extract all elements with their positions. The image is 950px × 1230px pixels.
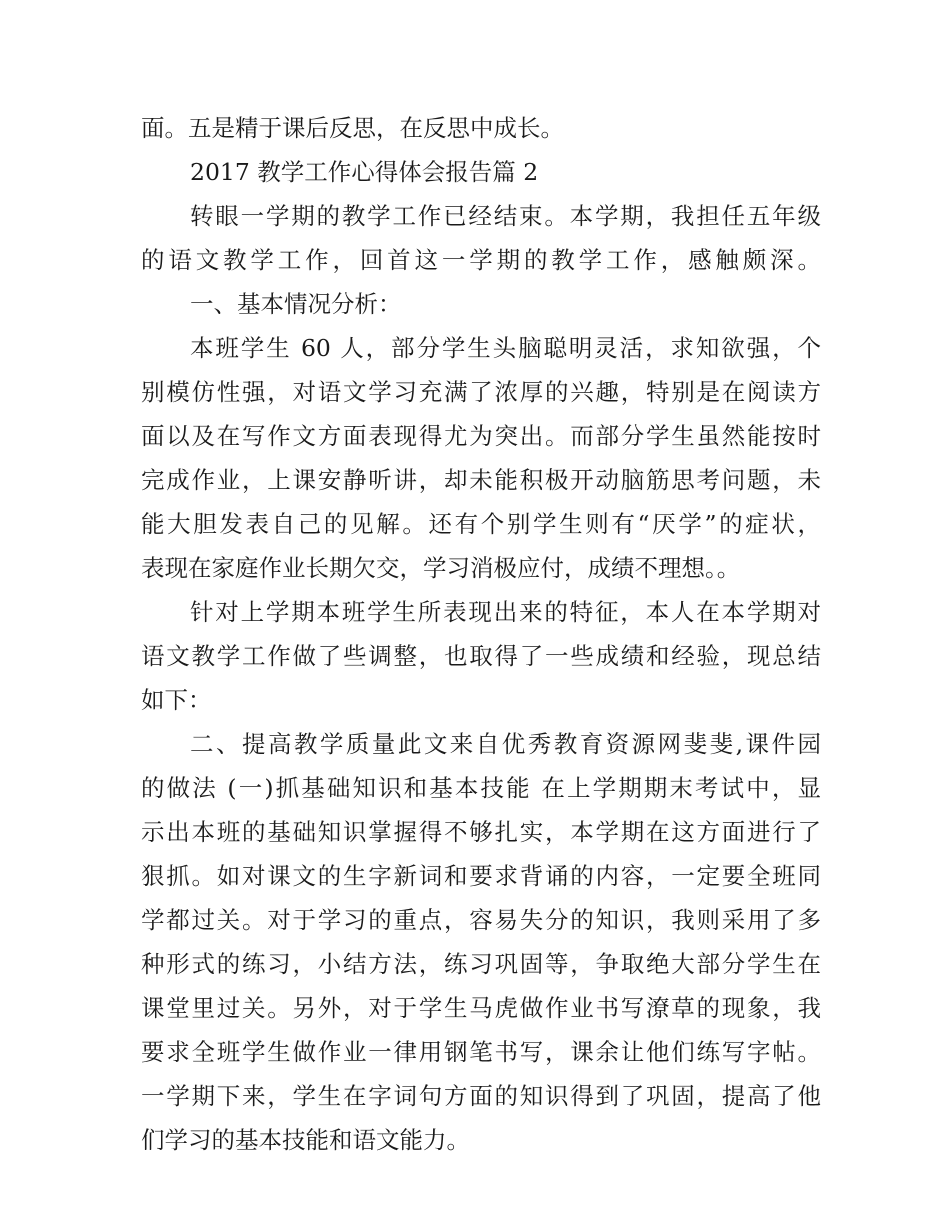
text-line: 针对上学期本班学生所表现出来的特征，本人在本学期对 [190,598,821,626]
text-line: 转眼一学期的教学工作已经结束。本学期，我担任五年级 [190,202,821,230]
text-line: 表现在家庭作业长期欠交，学习消极应付，成绩不理想。。 [141,554,741,582]
text-line: 的语文教学工作，回首这一学期的教学工作，感触颇深。 [141,246,821,274]
text-line: 要求全班学生做作业一律用钢笔书写，课余让他们练写字帖。 [141,1038,821,1066]
text-line: 别模仿性强，对语文学习充满了浓厚的兴趣，特别是在阅读方 [141,378,821,406]
text-line: 面。五是精于课后反思，在反思中成长。 [141,114,564,142]
text-line: 一学期下来，学生在字词句方面的知识得到了巩固，提高了他 [141,1082,821,1110]
text-line: 课堂里过关。另外，对于学生马虎做作业书写潦草的现象，我 [141,994,821,1022]
text-line: 语文教学工作做了些调整，也取得了一些成绩和经验，现总结 [141,642,821,670]
text-line: 本班学生 60 人，部分学生头脑聪明灵活，求知欲强，个 [190,334,821,362]
text-line: 如下： [141,686,212,714]
text-line: 示出本班的基础知识掌握得不够扎实，本学期在这方面进行了 [141,818,821,846]
text-line: 面以及在写作文方面表现得尤为突出。而部分学生虽然能按时 [141,422,821,450]
text-line: 能大胆发表自己的见解。还有个别学生则有“厌学”的症状， [141,510,821,538]
text-line: 们学习的基本技能和语文能力。 [141,1126,470,1154]
text-line: 完成作业，上课安静听讲，却未能积极开动脑筋思考问题，未 [141,466,821,494]
text-line: 学都过关。对于学习的重点，容易失分的知识，我则采用了多 [141,906,821,934]
section-heading: 一、基本情况分析： [190,290,402,318]
section-heading: 2017 教学工作心得体会报告篇 2 [190,158,539,186]
text-line: 的做法 (一)抓基础知识和基本技能 在上学期期末考试中，显 [141,774,821,802]
section-heading: 二、提高教学质量此文来自优秀教育资源网斐斐,课件园 [190,730,821,758]
text-line: 狠抓。如对课文的生字新词和要求背诵的内容，一定要全班同 [141,862,821,890]
text-line: 种形式的练习，小结方法，练习巩固等，争取绝大部分学生在 [141,950,821,978]
